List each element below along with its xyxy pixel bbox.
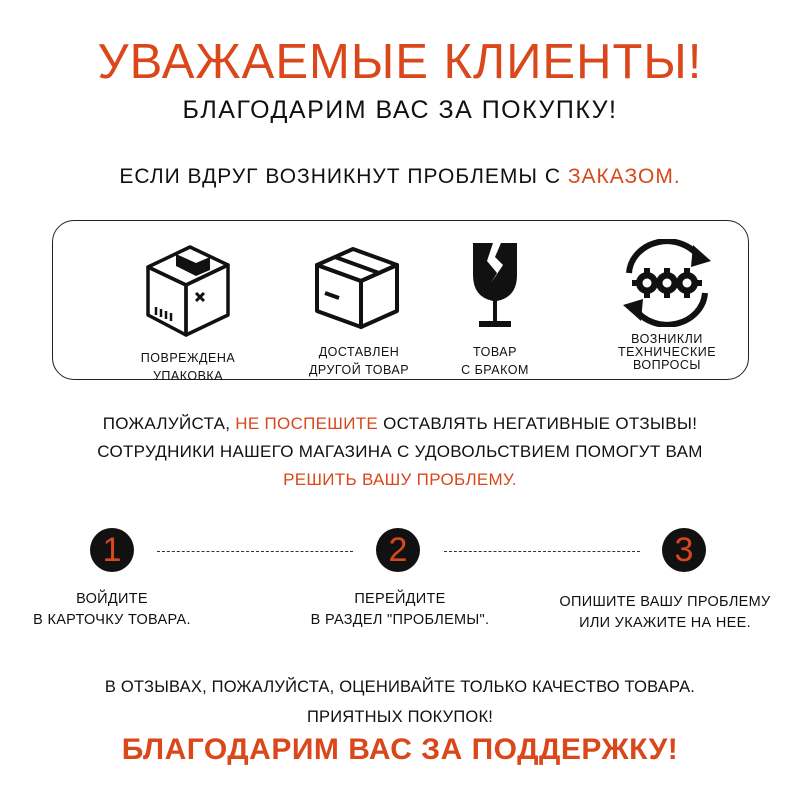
page-subtitle: БЛАГОДАРИМ ВАС ЗА ПОКУПКУ! (182, 96, 618, 124)
note-line-2: СОТРУДНИКИ НАШЕГО МАГАЗИНА С УДОВОЛЬСТВИЕМ ПОМОГУТ ВАМ (97, 442, 703, 461)
gears-icon (617, 239, 717, 327)
issue-defective-item (415, 235, 575, 379)
note-line-3: РЕШИТЬ ВАШУ ПРОБЛЕМУ. (283, 470, 517, 489)
step-3-text: ОПИШИТЕ ВАШУ ПРОБЛЕМУ ИЛИ УКАЖИТЕ НА НЕЕ. (559, 594, 771, 631)
issues-panel (52, 220, 749, 383)
step-1-number: 1 (90, 528, 134, 572)
step-divider (157, 551, 353, 552)
footer-nice-shopping: ПРИЯТНЫХ ПОКУПОК! (306, 708, 494, 726)
problem-line-text: ЕСЛИ ВДРУГ ВОЗНИКНУТ ПРОБЛЕМЫ С (119, 165, 568, 188)
broken-glass-icon (445, 235, 545, 335)
footer-rate-note: В ОТЗЫВАХ, ПОЖАЛУЙСТА, ОЦЕНИВАЙТЕ ТОЛЬКО КАЧЕСТВО ТОВАРА. (104, 678, 696, 696)
box-icon (309, 235, 409, 335)
problem-line-highlight: ЗАКАЗОМ. (567, 165, 681, 188)
step-1-text: ВОЙДИТЕ В КАРТОЧКУ ТОВАРА. (33, 591, 191, 628)
step-2-number: 2 (376, 528, 420, 572)
step-2-text: ПЕРЕЙДИТЕ В РАЗДЕЛ "ПРОБЛЕМЫ". (310, 591, 490, 628)
step-divider (444, 551, 640, 552)
issue-technical (587, 239, 747, 372)
footer-thanks: БЛАГОДАРИМ ВАС ЗА ПОДДЕРЖКУ! (121, 733, 679, 766)
issue-label: ТОВАР С БРАКОМ (461, 345, 529, 377)
problem-line (0, 165, 800, 189)
note-line-1: ПОЖАЛУЙСТА, НЕ ПОСПЕШИТЕ ОСТАВЛЯТЬ НЕГАТИВНЫЕ ОТЗЫВЫ! (102, 414, 698, 433)
issue-label: ВОЗНИКЛИ ТЕХНИЧЕСКИЕ ВОПРОСЫ (617, 332, 717, 372)
issue-label: ПОВРЕЖДЕНА УПАКОВКА (140, 351, 236, 383)
page-title: УВАЖАЕМЫЕ КЛИЕНТЫ! (97, 35, 703, 89)
step-3-number: 3 (662, 528, 706, 572)
issue-label: ДОСТАВЛЕН ДРУГОЙ ТОВАР (308, 345, 410, 377)
note-block (0, 410, 800, 494)
issue-damaged-packaging (108, 241, 268, 385)
damaged-box-icon (138, 241, 238, 341)
